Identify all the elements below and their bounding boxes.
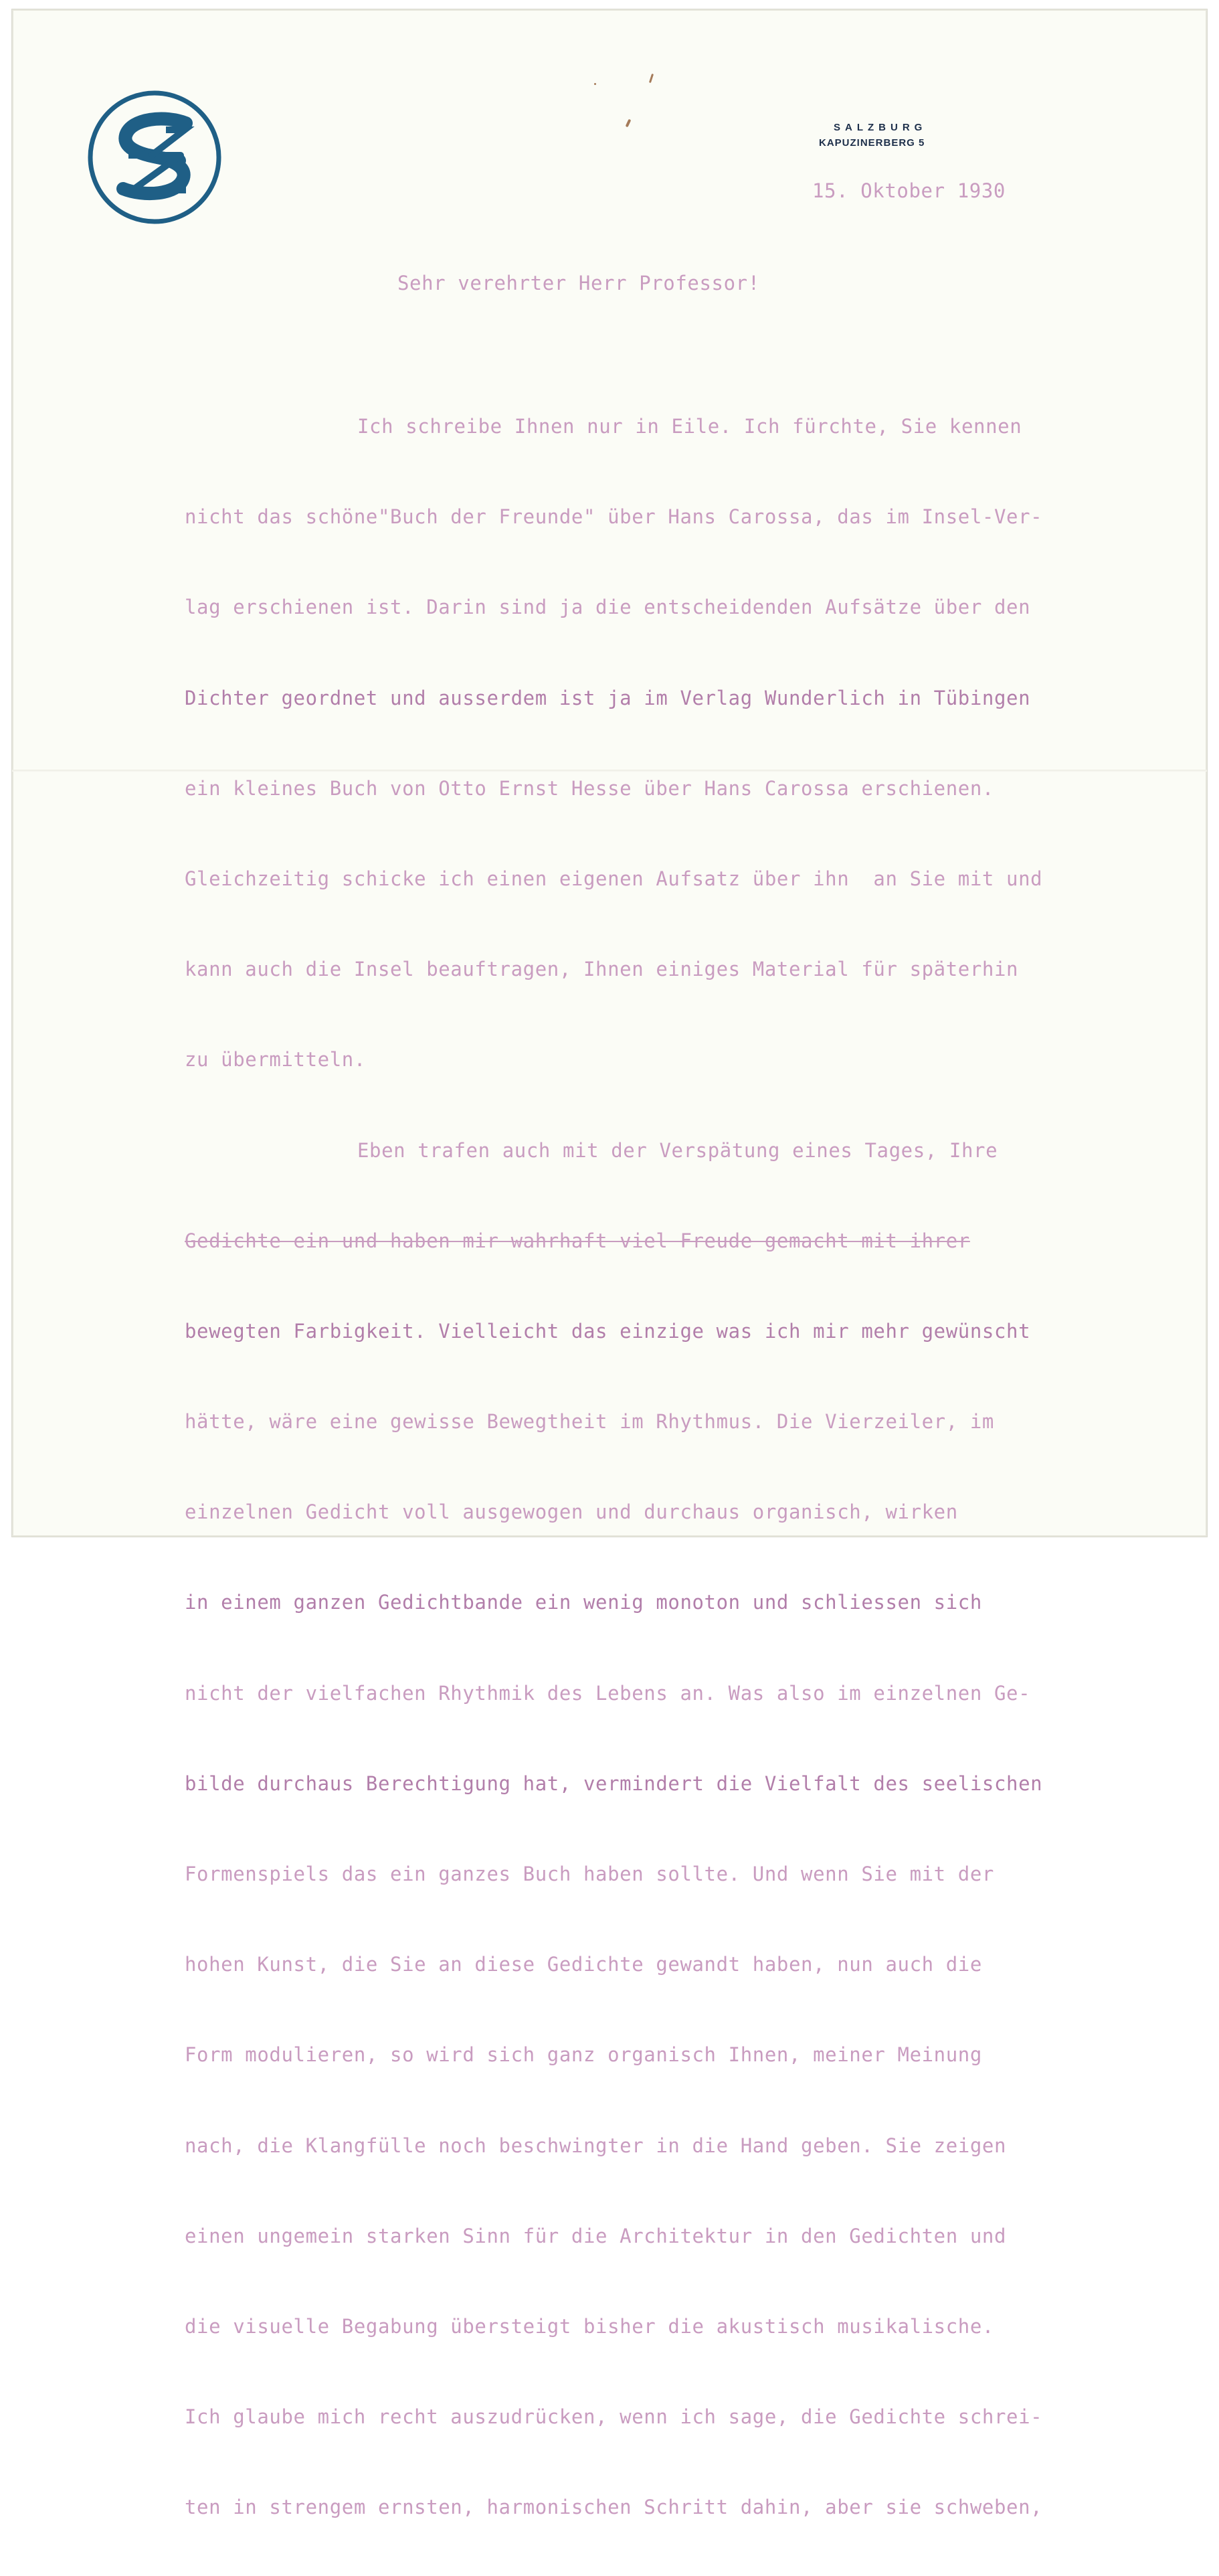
body-line: ten in strengem ernsten, harmonischen Schritt dahin, aber sie schweben, <box>185 2496 1043 2519</box>
letterhead-city: SALZBURG <box>834 122 927 133</box>
body-line: die visuelle Begabung übersteigt bisher die akustisch musikalische. <box>185 2314 994 2338</box>
body-line: kann auch die Insel beauftragen, Ihnen einiges Material für späterhin <box>185 958 1019 981</box>
body-line: ein kleines Buch von Otto Ernst Hesse über Hans Carossa erschienen. <box>185 776 994 800</box>
body-line: lag erschienen ist. Darin sind ja die entscheidenden Aufsätze über den <box>185 596 1031 619</box>
body-line: Gleichzeitig schicke ich einen eigenen Aufsatz über ihn an Sie mit und <box>185 867 1043 890</box>
body-line: nicht der vielfachen Rhythmik des Lebens an. Was also im einzelnen Ge- <box>185 1681 1031 1705</box>
body-line: Dichter geordnet und ausserdem ist ja im Verlag Wunderlich in Tübingen <box>185 686 1031 709</box>
ink-speck <box>649 74 654 83</box>
body-line: Ich glaube mich recht auszudrücken, wenn ich sage, die Gedichte schrei- <box>185 2405 1043 2429</box>
letterhead-street: KAPUZINERBERG 5 <box>819 137 925 149</box>
body-line: hohen Kunst, die Sie an diese Gedichte gewandt haben, nun auch die <box>185 1953 982 1976</box>
letter-body <box>185 359 1042 2576</box>
body-line: Formenspiels das ein ganzes Buch haben sollte. Und wenn Sie mit der <box>185 1863 994 1885</box>
ink-speck <box>594 83 596 85</box>
body-line: zu übermitteln. <box>185 1048 366 1071</box>
body-line-struck: Gedichte ein und haben mir wahrhaft viel Freude gemacht mit ihrer <box>185 1229 970 1252</box>
body-line: bilde durchaus Berechtigung hat, vermindert die Vielfalt des seelischen <box>185 1772 1043 1795</box>
body-line: Eben trafen auch mit der Verspätung eines Tages, Ihre <box>357 1138 998 1162</box>
body-line: nach, die Klangfülle noch beschwingter in die Hand geben. Sie zeigen <box>185 2134 1007 2157</box>
body-line: hätte, wäre eine gewisse Bewegtheit im Rhythmus. Die Vierzeiler, im <box>185 1410 994 1434</box>
body-line: einzelnen Gedicht voll ausgewogen und durchaus organisch, wirken <box>185 1500 958 1524</box>
body-line: in einem ganzen Gedichtbande ein wenig monoton und schliessen sich <box>185 1591 982 1614</box>
body-line: Ich schreibe Ihnen nur in Eile. Ich fürchte, Sie kennen <box>357 415 1022 438</box>
letterhead-address <box>819 122 927 149</box>
body-line: einen ungemein starken Sinn für die Architektur in den Gedichten und <box>185 2224 1007 2247</box>
body-line: Form modulieren, so wird sich ganz organisch Ihnen, meiner Meinung <box>185 2043 982 2067</box>
salutation: Sehr verehrter Herr Professor! <box>397 272 760 294</box>
ink-speck <box>626 119 632 128</box>
letter-sheet <box>12 9 1207 2519</box>
letter-date: 15. Oktober 1930 <box>812 179 1006 202</box>
body-line: nicht das schöne"Buch der Freunde" über Hans Carossa, das im Insel-Ver- <box>185 505 1043 529</box>
body-line: bewegten Farbigkeit. Vielleicht das einzige was ich mir mehr gewünscht <box>185 1319 1031 1343</box>
monogram-sz-logo-icon <box>86 88 223 226</box>
